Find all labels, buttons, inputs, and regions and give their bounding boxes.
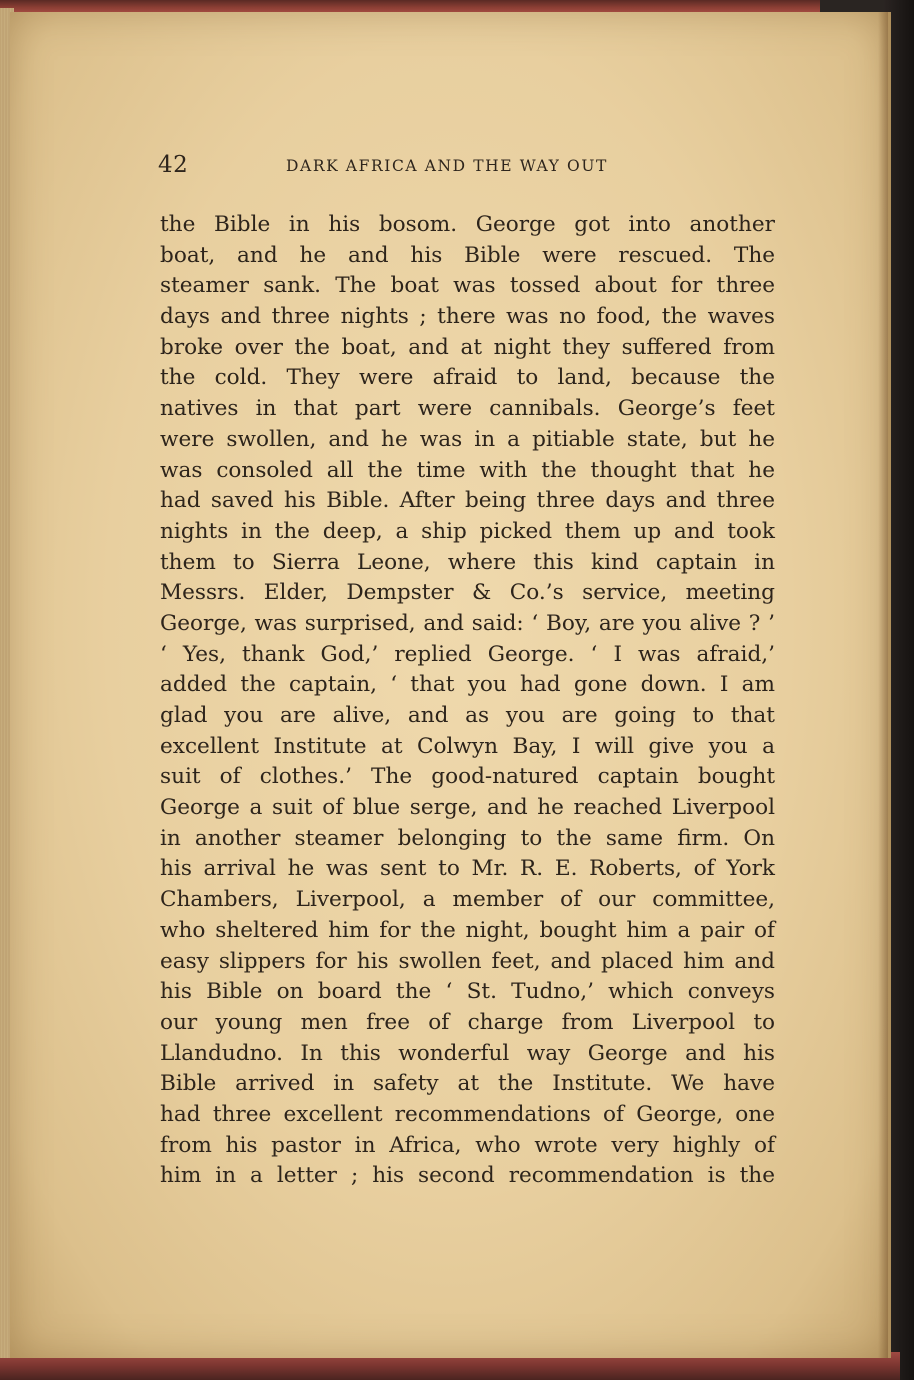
- text-line: George a suit of blue serge, and he reached Liverpool: [160, 795, 775, 821]
- running-title: DARK AFRICA AND THE WAY OUT: [286, 157, 608, 175]
- text-line: was consoled all the time with the thought that he: [160, 457, 775, 483]
- text-line: were swollen, and he was in a pitiable state, but he: [160, 426, 775, 452]
- text-line: them to Sierra Leone, where this kind captain in: [160, 549, 775, 575]
- text-line: in another steamer belonging to the same firm. On: [160, 825, 775, 851]
- running-header: [158, 152, 768, 182]
- text-line: Messrs. Elder, Dempster & Co.’s service, meeting: [160, 580, 775, 606]
- text-line: boat, and he and his Bible were rescued. The: [160, 242, 775, 268]
- text-line: Llandudno. In this wonderful way George and his: [160, 1040, 775, 1066]
- page-edge-shadow: [878, 12, 888, 1358]
- text-line: our young men free of charge from Liverpool to: [160, 1009, 775, 1035]
- text-line: the Bible in his bosom. George got into another: [160, 212, 775, 237]
- text-line: glad you are alive, and as you are going to that: [160, 703, 775, 728]
- text-line: who sheltered him for the night, bought him a pair of: [160, 917, 775, 943]
- text-line: his Bible on board the ‘ St. Tudno,’ which conveys: [160, 979, 775, 1005]
- text-line: easy slippers for his swollen feet, and placed him and: [160, 948, 775, 974]
- text-line: nights in the deep, a ship picked them up and took: [160, 518, 775, 544]
- text-line: him in a letter ; his second recommendation is the: [160, 1163, 775, 1189]
- page-number: 42: [158, 152, 189, 178]
- text-line: suit of clothes.’ The good-natured captain bought: [160, 764, 775, 790]
- text-line: Chambers, Liverpool, a member of our committee,: [160, 887, 775, 913]
- body-text: [160, 210, 775, 1192]
- text-line: broke over the boat, and at night they suffered from: [160, 334, 775, 360]
- text-line: steamer sank. The boat was tossed about for three: [160, 273, 775, 299]
- text-line: excellent Institute at Colwyn Bay, I will give you a: [160, 733, 775, 759]
- text-line: natives in that part were cannibals. George’s feet: [160, 396, 775, 422]
- text-line: George, was surprised, and said: ‘ Boy, are you alive ? ’: [160, 610, 775, 636]
- text-line: days and three nights ; there was no food, the waves: [160, 304, 775, 330]
- text-line: from his pastor in Africa, who wrote very highly of: [160, 1132, 775, 1158]
- text-line: had three excellent recommendations of George, one: [160, 1101, 775, 1127]
- text-line: had saved his Bible. After being three days and three: [160, 488, 775, 514]
- text-line: added the captain, ‘ that you had gone down. I am: [160, 672, 775, 698]
- text-line: his arrival he was sent to Mr. R. E. Roberts, of York: [160, 856, 775, 882]
- book-page: [10, 12, 891, 1358]
- text-line: ‘ Yes, thank God,’ replied George. ‘ I was afraid,’: [160, 641, 775, 667]
- text-line: Bible arrived in safety at the Institute. We have: [160, 1071, 775, 1097]
- text-line: the cold. They were afraid to land, because the: [160, 365, 775, 391]
